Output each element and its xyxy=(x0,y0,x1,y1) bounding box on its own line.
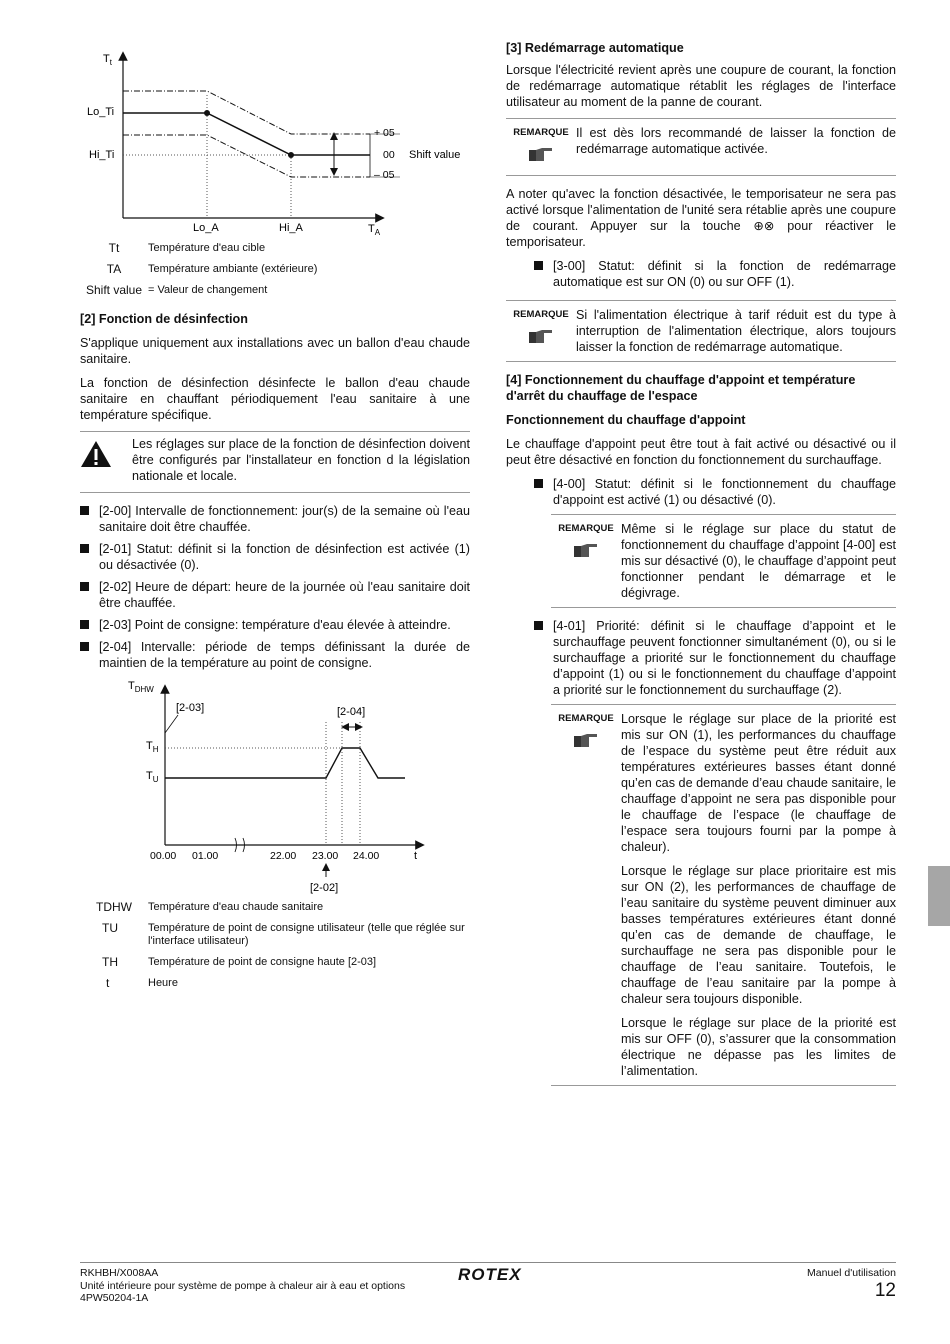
brand-logo: ROTEX xyxy=(458,1265,522,1284)
disinfection-diagram xyxy=(80,677,470,897)
legend1-row: Tt Température d'eau cible xyxy=(108,241,266,255)
pointing-hand-icon xyxy=(573,541,599,559)
tick-label: 01.00 xyxy=(192,850,219,862)
tick-label: 23.00 xyxy=(312,850,339,862)
l202-label: [2-02] xyxy=(310,882,339,894)
note2-p3: Lorsque le réglage sur place de la priorité est mis sur OFF (0), s’assurer que la consommation électrique ne dépasse pas les limites de l’alimentation. xyxy=(621,1016,896,1078)
section3-p2: A noter qu'avec la fonction désactivée, le temporisateur ne sera pas activé lorsque l'alimentation de l'unité sera rétablie après une coupure de courant. Appuyer sur la touche ⊕⊗ pour réactiver le temporisateur. xyxy=(506,187,896,249)
note-label: REMARQUE xyxy=(558,523,614,534)
page-number: 12 xyxy=(874,1279,896,1301)
chapter-tab xyxy=(928,866,950,926)
doc-subtitle: Unité intérieure pour système de pompe à chaleur air à eau et options xyxy=(80,1279,406,1292)
tdhw-label: $T_{DHW}$ xyxy=(128,680,154,694)
tick-label: 22.00 xyxy=(270,850,297,862)
hi-a-label: Hi_A xyxy=(279,222,303,234)
note-box: REMARQUE Même si le réglage sur place du statut de fonctionnement du chauffage d’appoint [4-00] est mis sur désactivé (0), le chauffage d’appoint peut fonctionner pendant le démarrage et le dégivrage. xyxy=(551,514,896,608)
section4-subtitle: Fonctionnement du chauffage d'appoint xyxy=(506,413,746,427)
legend2-row: TDHW Température d'eau chaude sanitaire xyxy=(96,900,324,914)
t-axis-label: t xyxy=(414,850,418,862)
tick-label: 24.00 xyxy=(353,850,380,862)
th-label: $T_H$ xyxy=(146,740,159,754)
l204-label: [2-04] xyxy=(337,706,366,718)
section2-p2: La fonction de désinfection désinfecte le ballon d'eau chaude sanitaire en chauffant périodiquement l'eau sanitaire à une température spécifique. xyxy=(80,376,470,422)
legend2-row: t Heure xyxy=(106,976,178,990)
pointing-hand-icon xyxy=(573,731,599,749)
section2-title: [2] Fonction de désinfection xyxy=(80,312,248,326)
list-item: [3-00] Statut: définit si la fonction de redémarrage automatique est sur ON (0) ou sur OFF (1). xyxy=(534,258,896,290)
section4-p1: Le chauffage d'appoint peut être tout à fait activé ou désactivé ou il peut être désactivé en fonction du fonctionnement du surchauffage. xyxy=(506,437,896,467)
note-label: REMARQUE xyxy=(513,127,569,138)
list-item: [2-04] Intervalle: période de temps définissant la durée de maintien de la température au point de consigne. xyxy=(80,639,470,671)
shift-value-label: Shift value xyxy=(409,149,461,161)
list-item: [2-02] Heure de départ: heure de la journée où l'eau sanitaire doit être chauffée. xyxy=(80,579,470,611)
ta-label: $T_A$ xyxy=(368,223,381,237)
hi-ti-label: Hi_Ti xyxy=(89,149,115,161)
note2-p2: Lorsque le réglage sur place prioritaire est mis sur ON (2), les performances de chauffage de l’eau sanitaire du système peuvent diminuer aux basses températures extérieures étant donné qu’en cas de demande de chauffage, le surchauffage ne sera pas disponible pour le chauffage de l’eau sanitaire. Toutefois, le chauffage de l’eau sanitaire par la pompe à chaleur sera toujours disponible. xyxy=(621,864,896,1006)
shift-value-diagram xyxy=(80,48,470,238)
tt-label: $T_t$ xyxy=(103,53,112,67)
footer xyxy=(80,1262,896,1304)
right-column xyxy=(506,40,896,1096)
pointing-hand-icon xyxy=(528,327,554,345)
manual-label: Manuel d'utilisation xyxy=(807,1267,896,1279)
legend1-row: TA Température ambiante (extérieure) xyxy=(106,262,318,276)
plus-05-label: + 05 xyxy=(374,127,395,139)
note2-p1: Lorsque le réglage sur place de la priorité est mis sur ON (1), les performances du chauffage de l’espace du système peut être réduit aux températures extérieures basses étant donné qu’en cas de demande d’eau chaude sanitaire, le chauffage d’appoint ne sera pas disponible pour le chauffage de l’espace (le chauffage de l’espace sera toujours fourni par la pompe à chaleur). xyxy=(621,712,896,854)
legend2-row: TU Température de point de consigne utilisateur (telle que réglée sur l'interface utilisateur) xyxy=(102,921,465,947)
doc-ref: 4PW50204-1A xyxy=(80,1292,149,1304)
list-item: [4-00] Statut: définit si le fonctionnement du chauffage d'appoint est activé (1) ou désactivé (0). xyxy=(534,476,896,508)
section4-title: [4] Fonctionnement du chauffage d'appoint et température d'arrêt du chauffage de l'espace xyxy=(506,373,856,403)
zero-label: 00 xyxy=(383,149,395,161)
warning-icon xyxy=(80,436,132,484)
tick-label: 00.00 xyxy=(150,850,177,862)
legend2-row: TH Température de point de consigne haute [2-03] xyxy=(102,955,377,969)
list-item: [2-00] Intervalle de fonctionnement: jour(s) de la semaine où l'eau sanitaire doit être chauffée. xyxy=(80,503,470,535)
note-box: REMARQUE Il est dès lors recommandé de laisser la fonction de redémarrage automatique activée. xyxy=(506,118,896,176)
warning-box: Les réglages sur place de la fonction de désinfection doivent être configurés par l'installateur en fonction d la législation nationale et locale. xyxy=(80,431,470,493)
section3-p1: Lorsque l'électricité revient après une coupure de courant, la fonction de redémarrage automatique rétablit les réglages de l'interface utilisateur au moment de la panne de courant. xyxy=(506,63,896,109)
section2-p1: S'applique uniquement aux installations avec un ballon d'eau chaude sanitaire. xyxy=(80,336,470,366)
lo-ti-label: Lo_Ti xyxy=(87,106,115,118)
list-item: [4-01] Priorité: définit si le chauffage d’appoint et le surchauffage peuvent fonctionner simultanément (0), ou si le surchauffage a priorité sur le fonctionnement du chauffage d’appoint (1) ou si le fonctionnement du chauffage d’appoint a priorité sur le fonctionnement du surchauffage (2). xyxy=(534,618,896,698)
note-label: REMARQUE xyxy=(558,713,614,724)
note-box xyxy=(551,704,896,1086)
list-item: [2-01] Statut: définit si la fonction de désinfection est activée (1) ou désactivée (0). xyxy=(80,541,470,573)
legend1-row: Shift value = Valeur de changement xyxy=(85,283,268,297)
note-box: REMARQUE Si l'alimentation électrique à tarif réduit est du type à interruption de l'alimentation électrique, alors toujours laisser la fonction de redémarrage automatique. xyxy=(506,300,896,362)
pointing-hand-icon xyxy=(528,145,554,163)
note-label: REMARQUE xyxy=(513,309,569,320)
lo-a-label: Lo_A xyxy=(193,222,219,234)
left-column xyxy=(80,48,470,998)
minus-05-label: – 05 xyxy=(374,169,395,181)
section3-title: [3] Redémarrage automatique xyxy=(506,41,684,55)
tu-label: $T_U$ xyxy=(146,770,159,784)
l203-label: [2-03] xyxy=(176,702,205,714)
list-item: [2-03] Point de consigne: température d'eau élevée à atteindre. xyxy=(80,617,470,633)
doc-code: RKHBH/X008AA xyxy=(80,1267,159,1279)
